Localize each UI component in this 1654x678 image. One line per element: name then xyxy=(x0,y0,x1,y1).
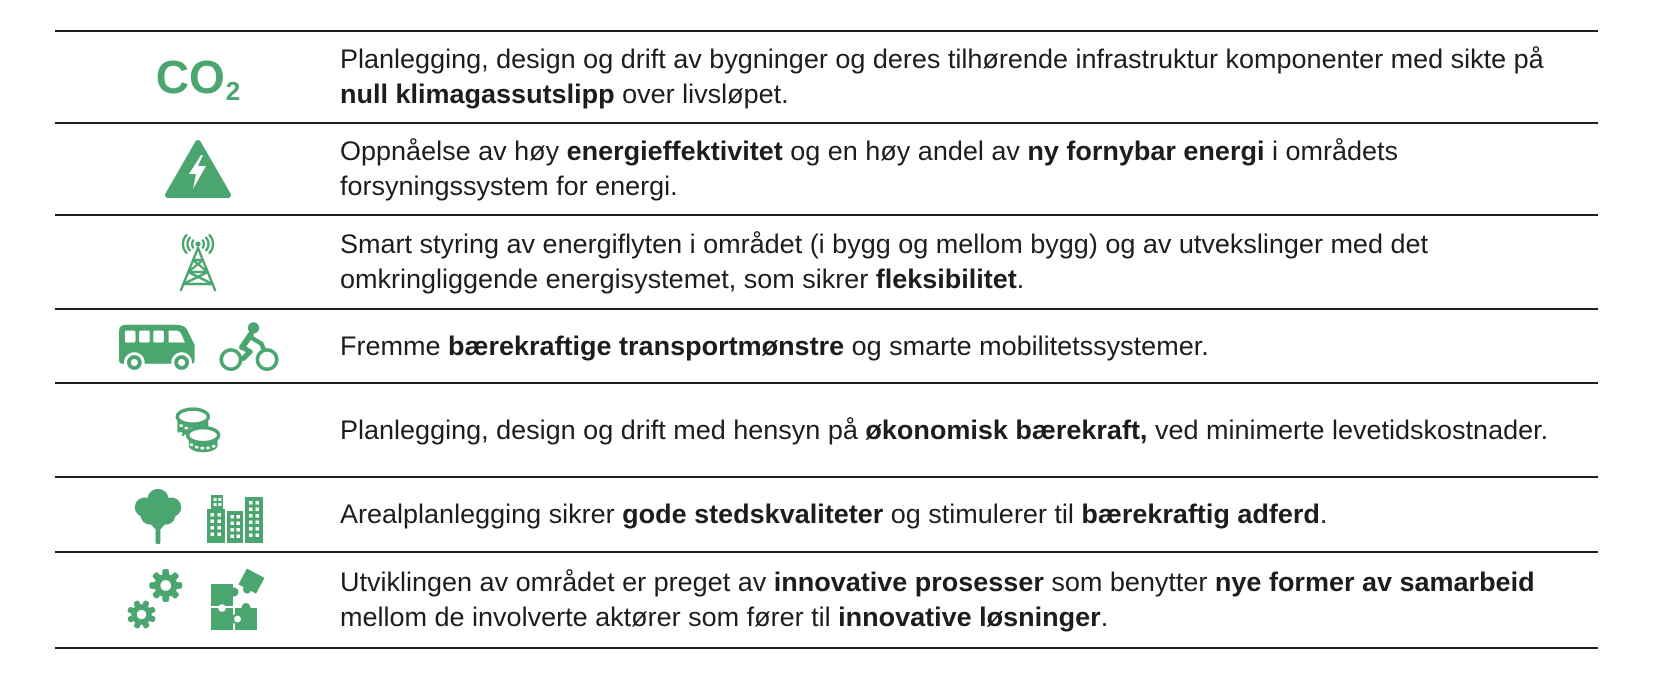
table-row xyxy=(55,551,1598,647)
text-cell xyxy=(340,478,1598,551)
electricity-warning-icon xyxy=(165,139,231,199)
table-row xyxy=(55,122,1598,214)
text-segment: og stimulerer til xyxy=(883,499,1082,529)
text-segment: og en høy andel av xyxy=(782,136,1028,166)
radio-tower-icon xyxy=(166,230,230,294)
text-segment: mellom de involverte aktører som fører til xyxy=(340,602,839,632)
text-segment: Planlegging, design og drift med hensyn på xyxy=(340,414,866,445)
icon-cell xyxy=(55,478,340,551)
text-cell xyxy=(340,310,1598,382)
text-segment: Arealplanlegging sikrer xyxy=(340,499,623,529)
row-text xyxy=(340,42,1568,112)
co2-icon: CO $_2$ xyxy=(155,51,241,106)
cyclist-icon xyxy=(217,320,281,372)
text-segment: økonomisk bærekraft, xyxy=(865,414,1148,445)
text-cell xyxy=(340,32,1598,122)
text-segment: . xyxy=(1319,499,1328,529)
text-segment: bærekraftig adferd xyxy=(1081,499,1320,529)
row-text xyxy=(340,413,1548,448)
text-segment: Utviklingen av området er preget av xyxy=(340,567,774,597)
text-segment: . xyxy=(1016,264,1025,294)
tree-icon xyxy=(127,486,189,544)
text-segment: Planlegging, design og drift av bygninger og deres tilhørende infrastruktur komponenter med sikte på xyxy=(340,44,1544,74)
icon-cell xyxy=(55,553,340,647)
puzzle-icon xyxy=(205,568,269,632)
row-text xyxy=(340,497,1327,532)
buildings-icon xyxy=(205,485,269,545)
text-segment: energieffektivitet xyxy=(566,136,783,166)
text-segment: Fremme xyxy=(340,330,448,361)
text-cell xyxy=(340,216,1598,308)
table-row xyxy=(55,214,1598,308)
text-cell xyxy=(340,124,1598,214)
row-text xyxy=(340,329,1209,364)
text-segment: innovative løsninger xyxy=(838,602,1101,632)
text-cell xyxy=(340,384,1598,476)
text-segment: Oppnåelse av høy xyxy=(340,136,567,166)
text-segment: nye former av samarbeid xyxy=(1214,567,1535,597)
icon-cell xyxy=(55,310,340,382)
gears-icon xyxy=(127,568,189,632)
bus-icon xyxy=(115,320,201,372)
icon-cell xyxy=(55,32,340,122)
table-row xyxy=(55,382,1598,476)
text-segment: fleksibilitet xyxy=(875,264,1017,294)
criteria-table xyxy=(55,30,1598,649)
text-cell xyxy=(340,553,1598,647)
icon-cell xyxy=(55,384,340,476)
text-segment: . xyxy=(1100,602,1109,632)
icon-cell xyxy=(55,124,340,214)
row-text xyxy=(340,565,1568,635)
text-segment: som benytter xyxy=(1043,567,1215,597)
text-segment: null klimagassutslipp xyxy=(340,79,615,109)
row-text xyxy=(340,227,1568,297)
icon-cell xyxy=(55,216,340,308)
row-text xyxy=(340,134,1568,204)
text-segment: ny fornybar energi xyxy=(1027,136,1265,166)
table-row xyxy=(55,308,1598,382)
coins-icon xyxy=(165,401,231,459)
text-segment: og smarte mobilitetssystemer. xyxy=(844,330,1209,361)
text-segment: bærekraftige transportmønstre xyxy=(448,330,845,361)
text-segment: innovative prosesser xyxy=(773,567,1044,597)
table-row xyxy=(55,30,1598,122)
text-segment: i områdets forsyningssystem for energi. xyxy=(340,136,1399,201)
text-segment: Smart styring av energiflyten i området (i bygg og mellom bygg) og av utvekslinger med det omkringliggende energisystemet, som sikrer xyxy=(340,229,1429,294)
text-segment: ved minimerte levetidskostnader. xyxy=(1147,414,1549,445)
table-row xyxy=(55,476,1598,551)
text-segment: over livsløpet. xyxy=(614,79,789,109)
text-segment: gode stedskvaliteter xyxy=(622,499,884,529)
